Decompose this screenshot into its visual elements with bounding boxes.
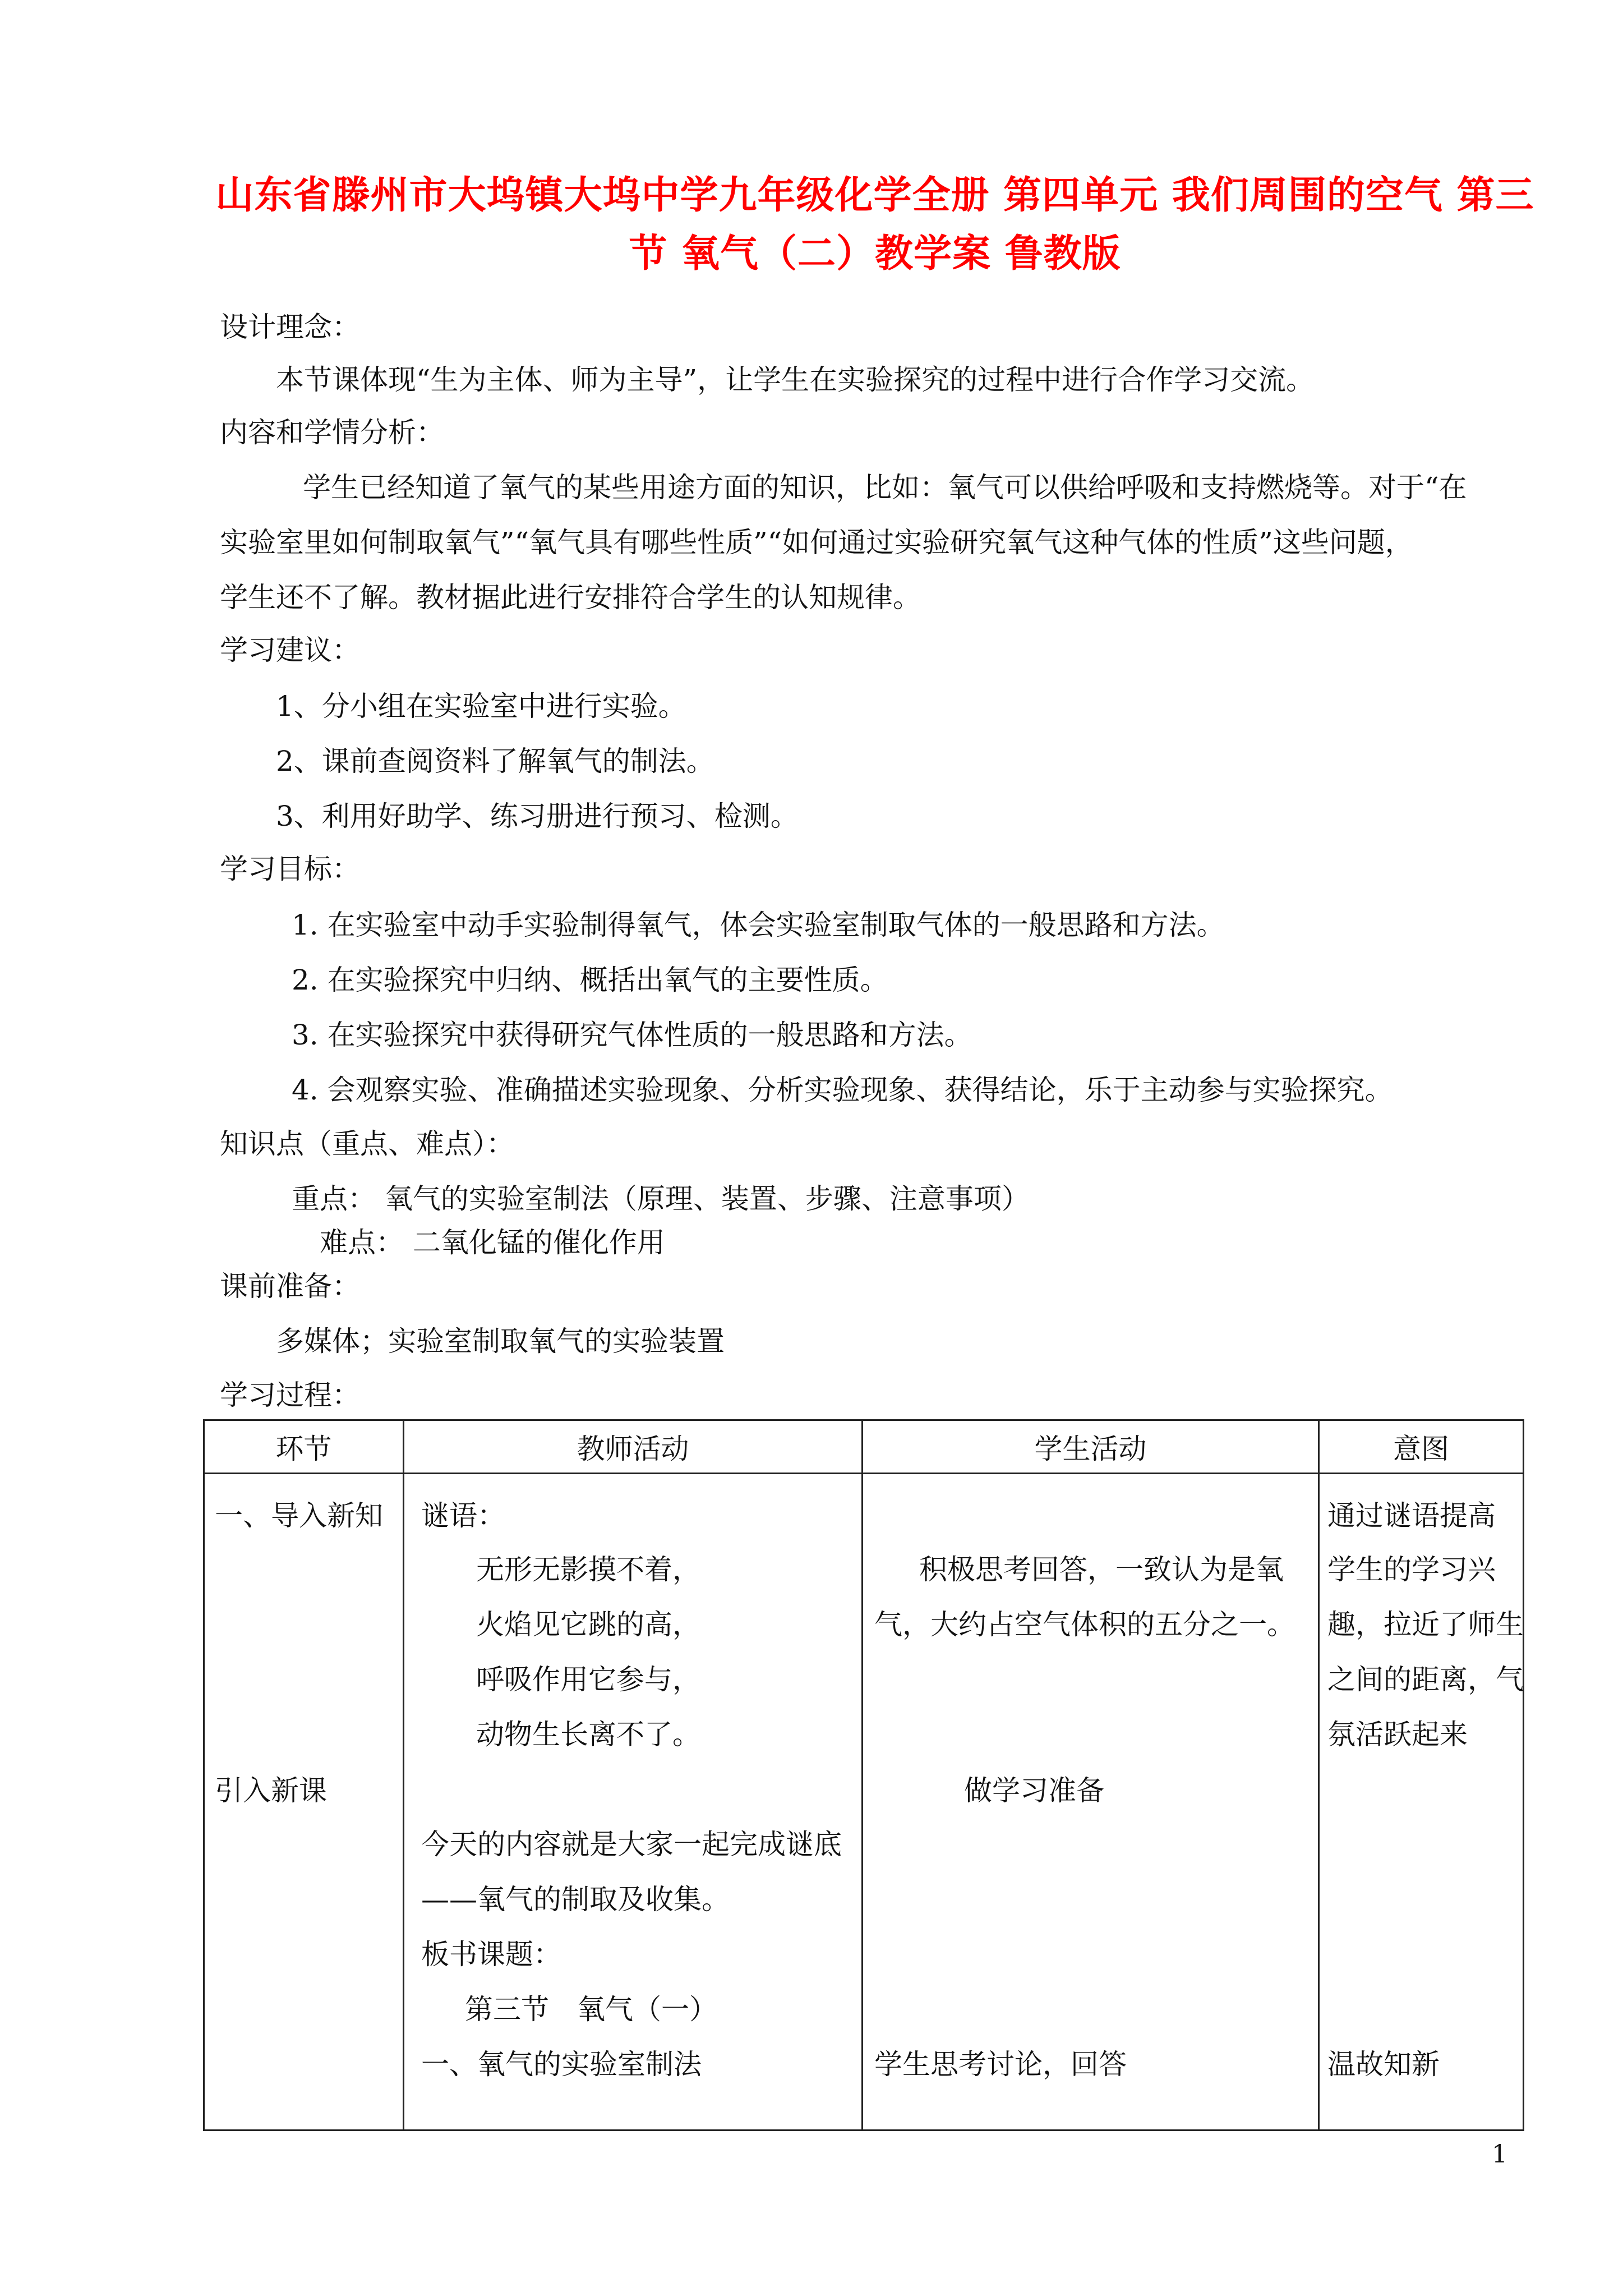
suggestion-item: 2、课前查阅资料了解氧气的制法。 — [276, 745, 714, 777]
process-heading: 学习过程： — [220, 1379, 360, 1411]
table-header-row — [204, 1420, 1524, 1474]
document-title — [202, 166, 1548, 283]
goal-item: 3. 在实验探究中获得研究气体性质的一般思路和方法。 — [292, 1019, 972, 1051]
teacher-line: 动物生长离不了。 — [476, 1718, 700, 1751]
suggestion-item: 3、利用好助学、练习册进行预习、检测。 — [276, 800, 799, 832]
intent-cell — [1319, 1474, 1524, 2131]
analysis-line-3: 学生还不了解。教材据此进行安排符合学生的认知规律。 — [220, 581, 921, 614]
goals-heading: 学习目标： — [220, 853, 360, 885]
column-header: 意图 — [1319, 1420, 1524, 1474]
intent-line: 学生的学习兴 — [1327, 1553, 1496, 1586]
student-line: 学生思考讨论，回答 — [874, 2048, 1127, 2081]
teacher-line: 一、氧气的实验室制法 — [421, 2048, 702, 2081]
intent-line: 趣，拉近了师生 — [1327, 1608, 1524, 1641]
knowledge-heading: 知识点（重点、难点）： — [220, 1128, 514, 1160]
process-table — [203, 1419, 1524, 2131]
goal-item: 2. 在实验探究中归纳、概括出氧气的主要性质。 — [292, 964, 888, 996]
page-number: 1 — [1492, 2140, 1507, 2169]
intent-line: 氛活跃起来 — [1327, 1718, 1468, 1751]
suggestions-heading: 学习建议： — [220, 634, 360, 666]
analysis-heading: 内容和学情分析： — [220, 416, 444, 449]
student-line: 做学习准备 — [964, 1774, 1104, 1807]
column-header: 环节 — [204, 1420, 404, 1474]
teacher-activity-cell — [404, 1474, 863, 2131]
column-header: 教师活动 — [404, 1420, 863, 1474]
intent-line: 之间的距离，气 — [1327, 1663, 1524, 1696]
student-line: 气，大约占空气体积的五分之一。 — [874, 1608, 1295, 1641]
title-line-2: 节 氧气（二）教学案 鲁教版 — [629, 231, 1121, 276]
teacher-line: 谜语： — [421, 1499, 505, 1532]
table-row — [204, 1474, 1524, 2131]
knowledge-difficult: 难点： 二氧化锰的催化作用 — [320, 1226, 665, 1259]
goal-item: 1. 在实验室中动手实验制得氧气，体会实验室制取气体的一般思路和方法。 — [292, 909, 1225, 941]
prep-heading: 课前准备： — [220, 1270, 360, 1303]
teacher-line: 无形无影摸不着， — [476, 1553, 700, 1586]
student-activity-cell — [863, 1474, 1319, 2131]
suggestion-item: 1、分小组在实验室中进行实验。 — [276, 690, 686, 723]
teacher-line: 第三节 氧气（一） — [465, 1993, 717, 2026]
teacher-line: ——氧气的制取及收集。 — [421, 1883, 730, 1916]
intent-line: 通过谜语提高 — [1327, 1499, 1496, 1532]
analysis-line-2: 实验室里如何制取氧气”“氧气具有哪些性质”“如何通过实验研究氧气这种气体的性质”这些问题， — [220, 526, 1413, 559]
teacher-line: 呼吸作用它参与， — [476, 1663, 700, 1696]
teacher-line: 今天的内容就是大家一起完成谜底 — [421, 1828, 842, 1861]
knowledge-key: 重点： 氧气的实验室制法（原理、装置、步骤、注意事项） — [292, 1182, 1030, 1215]
title-line-1: 山东省滕州市大坞镇大坞中学九年级化学全册 第四单元 我们周围的空气 第三 — [215, 173, 1534, 218]
stage-text: 一、导入新知 — [215, 1499, 383, 1532]
goal-item: 4. 会观察实验、准确描述实验现象、分析实验现象、获得结论，乐于主动参与实验探究。 — [292, 1074, 1393, 1106]
design-text: 本节课体现“生为主体、师为主导”，让学生在实验探究的过程中进行合作学习交流。 — [276, 364, 1315, 396]
column-header: 学生活动 — [863, 1420, 1319, 1474]
student-line: 积极思考回答，一致认为是氧 — [919, 1553, 1284, 1586]
teacher-line: 板书课题： — [421, 1938, 561, 1971]
stage-cell — [204, 1474, 404, 2131]
stage-text: 引入新课 — [215, 1774, 327, 1807]
prep-text: 多媒体；实验室制取氧气的实验装置 — [276, 1325, 725, 1358]
design-heading: 设计理念： — [220, 311, 360, 343]
analysis-line-1: 学生已经知道了氧气的某些用途方面的知识，比如：氧气可以供给呼吸和支持燃烧等。对于“在 — [303, 471, 1467, 504]
intent-line: 温故知新 — [1327, 2048, 1440, 2081]
teacher-line: 火焰见它跳的高， — [476, 1608, 700, 1641]
